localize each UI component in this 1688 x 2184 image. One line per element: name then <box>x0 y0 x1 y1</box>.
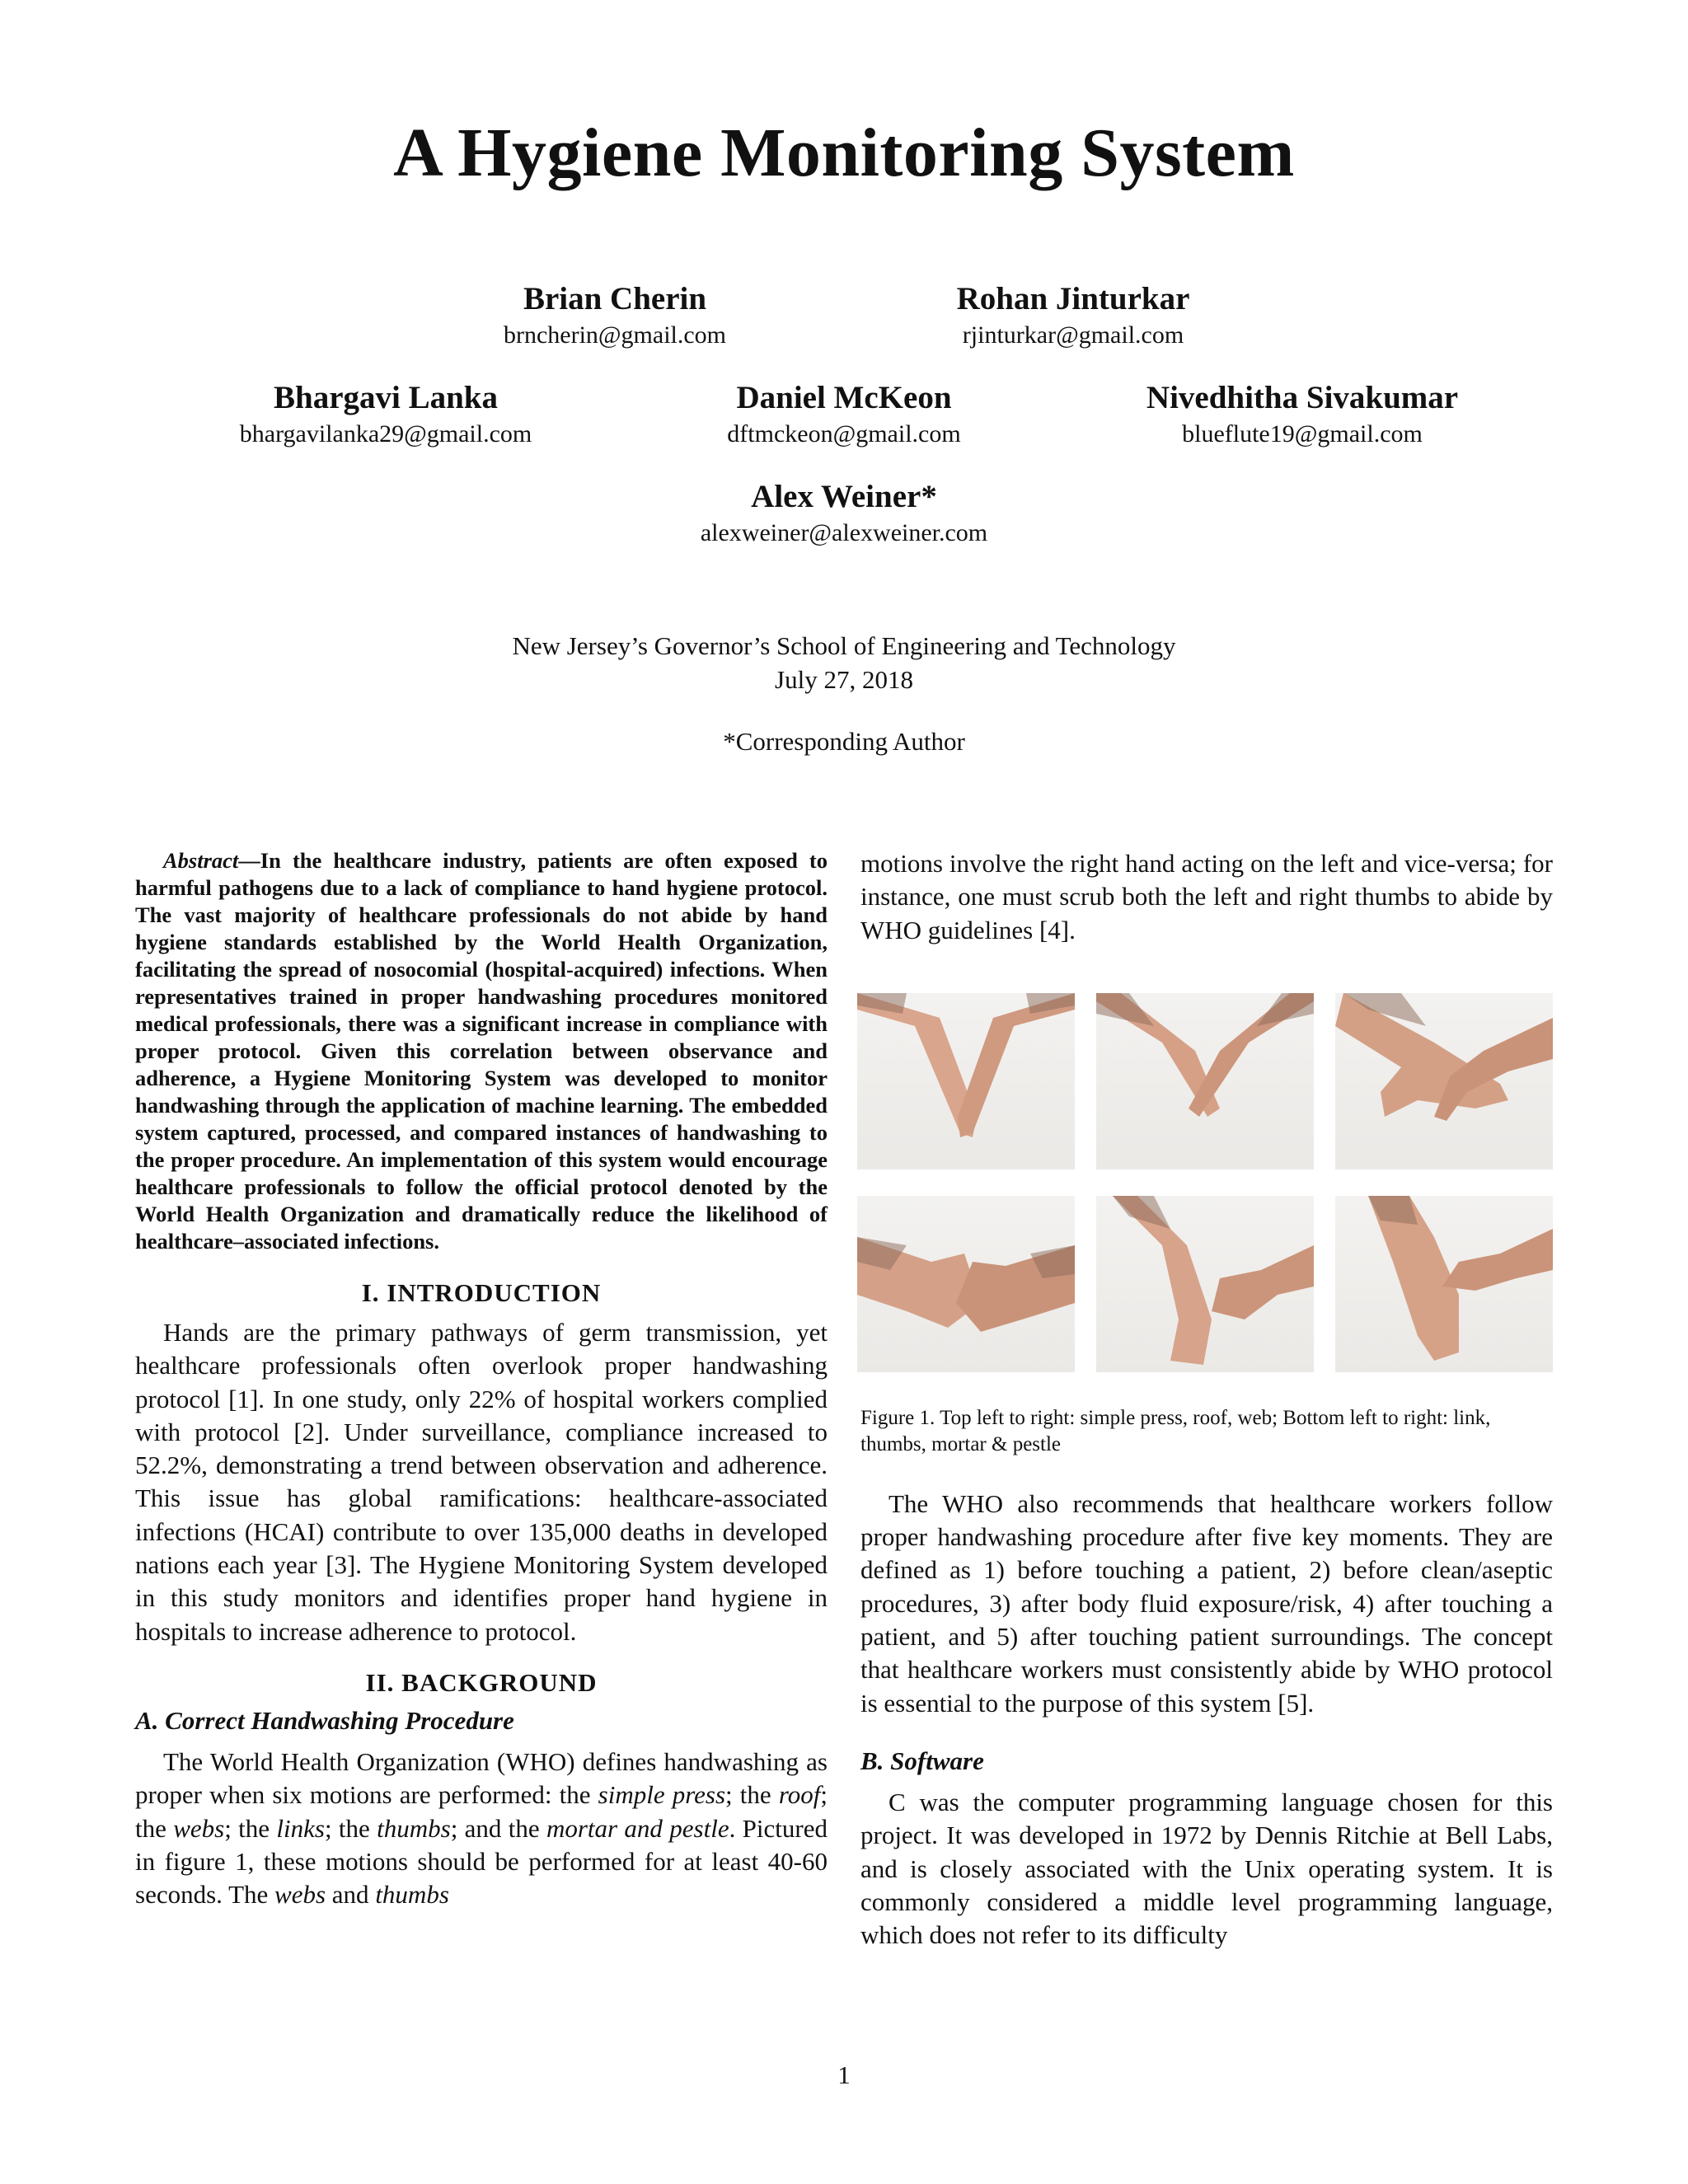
motion-webs-ref: webs <box>274 1880 326 1910</box>
author-email: blueflute19@gmail.com <box>1182 419 1423 448</box>
date: July 27, 2018 <box>775 664 913 694</box>
paper-title: A Hygiene Monitoring System <box>393 115 1295 191</box>
affiliation-block <box>0 630 1688 697</box>
handwashing-paragraph: The World Health Organization (WHO) defines handwashing as proper when six motions are performed: the simple press; the roof; the webs; the links; the thumbs; and the mortar and pestle. Pictured in figure 1, these motions should be performed for at least 40-60 seconds. The webs and thumbs <box>135 1746 828 1910</box>
continuation-paragraph: motions involve the right hand acting on the left and vice-versa; for instance, one must scrub both the left and right thumbs to abide by WHO guidelines [4]. <box>860 849 1553 944</box>
motion-roof: roof <box>778 1780 821 1810</box>
author-block <box>613 379 1075 450</box>
author-block <box>155 379 617 450</box>
section-heading-background: II. BACKGROUND <box>365 1667 598 1697</box>
photo-simple-press <box>857 993 1075 1169</box>
figure-caption: Figure 1. Top left to right: simple press, roof, web; Bottom left to right: link, thumbs, mortar & pestle <box>860 1406 1491 1455</box>
corresponding-note: *Corresponding Author <box>723 727 965 756</box>
subsection-heading-software: B. Software <box>860 1746 984 1775</box>
author-name: Bhargavi Lanka <box>274 380 498 415</box>
photo-web <box>1335 993 1553 1169</box>
photo-thumbs <box>1096 1196 1314 1372</box>
subsection-heading-handwashing: A. Correct Handwashing Procedure <box>135 1705 514 1735</box>
motion-thumbs: thumbs <box>377 1813 451 1843</box>
author-block <box>1071 379 1533 450</box>
introduction-paragraph: Hands are the primary pathways of germ transmission, yet healthcare professionals often overlook proper handwashing protocol [1]. In one study, only 22% of hospital workers complied with protocol [2]. Under surveillance, compliance increased to 52.2%, demonstrating a trend between observation and adherence. This issue has global ramifications: healthcare-associated infections (HCAI) contribute to over 135,000 deaths in developed nations each year [3]. The Hygiene Monitoring System developed in this study monitors and identifies proper hand hygiene in hospitals to increase adherence to protocol. <box>135 1318 828 1646</box>
motion-links: links <box>276 1813 325 1843</box>
motion-webs: webs <box>173 1813 225 1843</box>
left-column <box>135 847 828 1911</box>
author-block <box>613 478 1075 549</box>
section-heading-introduction: I. INTRODUCTION <box>361 1278 602 1307</box>
author-name: Alex Weiner* <box>751 479 937 514</box>
author-email: rjinturkar@gmail.com <box>962 321 1184 349</box>
motion-thumbs-ref: thumbs <box>375 1880 449 1910</box>
photo-roof <box>1096 993 1314 1169</box>
who-moments-paragraph: The WHO also recommends that healthcare workers follow proper handwashing procedure after five key moments. They are defined as 1) before touching a patient, 2) before clean/aseptic procedures, 3) after body fluid exposure/risk, 4) after touching a patient, and 5) after touching patient surroundings. The concept that healthcare workers must consistently abide by WHO protocol is essential to the purpose of this system [5]. <box>860 1488 1553 1718</box>
page-number: 1 <box>837 2060 851 2089</box>
author-name: Nivedhitha Sivakumar <box>1146 380 1459 415</box>
motion-mortar-and-pestle: mortar and pestle <box>546 1813 729 1843</box>
author-block <box>384 280 846 351</box>
author-email: dftmckeon@gmail.com <box>727 419 961 448</box>
abstract-text: —In the healthcare industry, patients are often exposed to harmful pathogens due to a lack of compliance to hand hygiene protocol. The vast majority of healthcare professionals do not abide by hand hygiene standards established by the World Health Organization, facilitating the spread of nosocomial (hospital-acquired) infections. When representatives trained in proper handwashing procedures monitored medical professionals, there was a significant increase in compliance with proper protocol. Given this correlation between observance and adherence, a Hygiene Monitoring System was developed to monitor handwashing through the application of machine learning. The embedded system captured, processed, and compared instances of handwashing to the proper procedure. An implementation of this system would encourage healthcare professionals to follow the official protocol denoted by the World Health Organization and dramatically reduce the likelihood of healthcare–associated infections. <box>135 848 828 1254</box>
author-email: brncherin@gmail.com <box>503 321 727 349</box>
abstract-label: Abstract <box>163 848 239 873</box>
author-name: Daniel McKeon <box>736 380 952 415</box>
author-name: Brian Cherin <box>523 281 707 316</box>
abstract <box>135 847 828 1255</box>
software-paragraph: C was the computer programming language chosen for this project. It was developed in 1972 by Dennis Ritchie at Bell Labs, and is closely associated with the Unix operating system. It is commonly considered a middle level programming language, which does not refer to its difficulty <box>860 1787 1553 1950</box>
author-email: bhargavilanka29@gmail.com <box>239 419 532 448</box>
photo-mortar-and-pestle <box>1335 1196 1553 1372</box>
author-email: alexweiner@alexweiner.com <box>700 518 988 546</box>
affiliation: New Jersey’s Governor’s School of Engineering and Technology <box>512 631 1176 660</box>
author-name: Rohan Jinturkar <box>956 281 1190 316</box>
author-block <box>842 280 1304 351</box>
figure-handwashing-motions <box>857 993 1556 1382</box>
right-column <box>860 847 1553 1952</box>
photo-link <box>857 1196 1075 1372</box>
motion-simple-press: simple press <box>598 1780 726 1810</box>
